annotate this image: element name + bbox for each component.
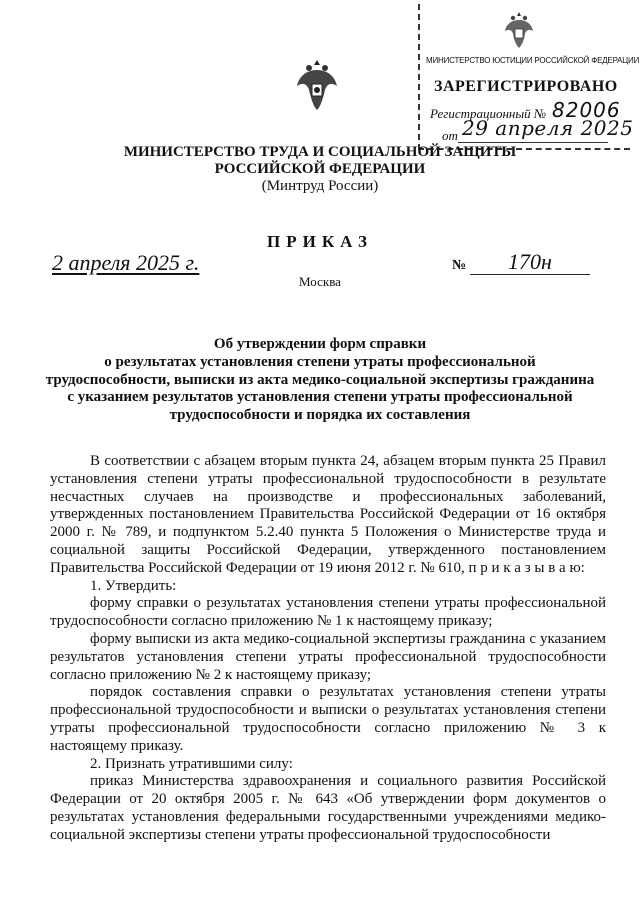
- stamp-status: ЗАРЕГИСТРИРОВАНО: [434, 78, 618, 95]
- stamp-ministry: МИНИСТЕРСТВО ЮСТИЦИИ РОССИЙСКОЙ ФЕДЕРАЦИИ: [426, 56, 640, 65]
- registration-stamp: [418, 4, 640, 150]
- document-body: [50, 453, 606, 845]
- stamp-reg-number-label: Регистрационный №: [430, 106, 547, 121]
- body-paragraph: В соответствии с абзацем вторым пункта 24, абзацем вторым пункта 25 Правил установления степени утраты профессиональной трудоспособности в результате несчастных случаев на производстве и профессиональных заболеваний, утвержденных постановлением Правительства Российской Федерации от 16 октября 2000 г. № 789, и подпунктом 5.2.40 пункта 5 Положения о Министерстве труда и социальной защиты Российской Федерации, утвержденного постановлением Правительства Российской Федерации от 19 июня 2012 г. № 610, п р и к а з ы в а ю:: [50, 453, 606, 576]
- order-city: Москва: [299, 274, 341, 289]
- document-title-line: с указанием результатов установления степени утраты профессиональной: [67, 389, 573, 406]
- document-title-line: Об утверждении форм справки: [213, 336, 427, 352]
- document-title-line: трудоспособности и порядка их составления: [169, 407, 471, 424]
- body-paragraph: 2. Признать утратившими силу:: [90, 755, 293, 772]
- ministry-short-name: (Минтруд России): [261, 178, 379, 194]
- stamp-emblem-icon: [502, 10, 536, 50]
- order-title: ПРИКАЗ: [267, 232, 373, 251]
- ministry-name-line-2: РОССИЙСКОЙ ФЕДЕРАЦИИ: [214, 161, 426, 177]
- ministry-name-line-1: МИНИСТЕРСТВО ТРУДА И СОЦИАЛЬНОЙ ЗАЩИТЫ: [123, 144, 517, 160]
- stamp-date: 29 апреля 2025: [462, 116, 634, 140]
- document-title-line: трудоспособности, выписки из акта медико-социальной экспертизы гражданина: [45, 371, 595, 388]
- stamp-reg-number: 82006: [552, 98, 621, 122]
- order-number: 170н: [470, 250, 590, 275]
- document-title: [30, 336, 610, 425]
- order-number-sign: №: [452, 258, 467, 273]
- stamp-date-underline: [458, 142, 608, 143]
- body-paragraph: приказ Министерства здравоохранения и социального развития Российской Федерации от 20 октября 2005 г. № 643 «Об утверждении форм документов о результатах установления федеральными государственными учреждениями медико-социальной экспертизы степени утраты профессиональной трудоспособности: [50, 773, 606, 843]
- coat-of-arms-icon: [293, 56, 341, 114]
- document-title-line: о результатах установления степени утраты профессиональной: [104, 353, 536, 370]
- body-paragraph: порядок составления справки о результатах установления степени утраты профессиональной трудоспособности и выписки о результатах установления степени утраты профессиональной трудоспособности согласно приложению № 3 к настоящему приказу.: [50, 684, 606, 754]
- body-paragraph: форму справки о результатах установления степени утраты профессиональной трудоспособности согласно приложению № 1 к настоящему приказу;: [50, 595, 606, 630]
- body-paragraph: форму выписки из акта медико-социальной экспертизы гражданина с указанием результатов установления степени утраты профессиональной трудоспособности согласно приложению № 2 к настоящему приказу;: [50, 630, 606, 683]
- body-paragraph: 1. Утвердить:: [90, 577, 177, 594]
- order-date: 2 апреля 2025 г.: [52, 250, 200, 275]
- stamp-date-label: от: [442, 128, 458, 143]
